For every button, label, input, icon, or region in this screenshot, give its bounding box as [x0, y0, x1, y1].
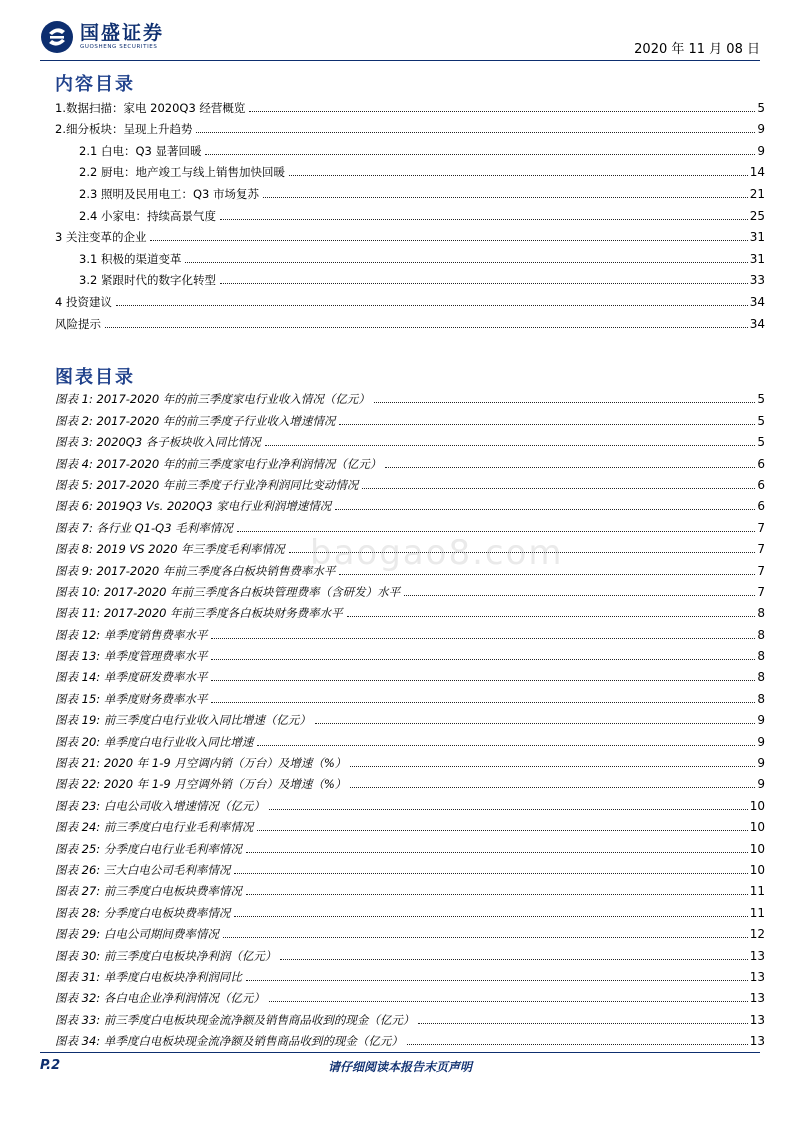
figure-entry[interactable] [55, 984, 765, 1005]
figure-entry-label: 图表 2: 2017-2020 年的前三季度子行业收入增速情况 [55, 413, 336, 428]
dot-leader [269, 809, 748, 810]
dot-leader [105, 327, 748, 328]
dot-leader [211, 702, 755, 703]
disclaimer-note: 请仔细阅读本报告末页声明 [327, 1060, 472, 1074]
figure-entry-label: 图表 27: 前三季度白电板块费率情况 [55, 884, 242, 899]
footer-divider [40, 1052, 760, 1053]
figure-entry-page: 11 [749, 884, 765, 899]
figure-entry-page: 9 [757, 713, 765, 728]
figure-entry[interactable] [55, 663, 765, 684]
guosheng-logo-icon [40, 20, 74, 54]
figure-entry-label: 图表 10: 2017-2020 年前三季度各白板块管理费率（含研发）水平 [55, 584, 401, 599]
dot-leader [246, 852, 748, 853]
dot-leader [246, 980, 748, 981]
dot-leader [374, 402, 756, 403]
figure-entry-label: 图表 23: 白电公司收入增速情况（亿元） [55, 798, 265, 813]
dot-leader [339, 574, 755, 575]
watermark: baogao8.com [310, 533, 564, 573]
figure-entry-page: 8 [757, 691, 765, 706]
figure-entry-label: 图表 28: 分季度白电板块费率情况 [55, 905, 231, 920]
figure-entry[interactable] [55, 471, 765, 492]
figure-entry-label: 图表 13: 单季度管理费率水平 [55, 649, 208, 664]
dot-leader [265, 445, 756, 446]
figure-entry[interactable] [55, 749, 765, 770]
figure-entry-label: 图表 21: 2020 年 1-9 月空调内销（万台）及增速（%） [55, 756, 347, 771]
figure-entry[interactable] [55, 727, 765, 748]
figure-entry-page: 8 [757, 627, 765, 642]
dot-leader [350, 787, 755, 788]
figures-list [55, 385, 765, 1048]
toc-entry-page: 34 [749, 294, 765, 309]
dot-leader [407, 1044, 748, 1045]
figure-entry-page: 6 [757, 499, 765, 514]
figure-entry-page: 9 [757, 777, 765, 792]
dot-leader [249, 111, 755, 112]
figure-entry-page: 6 [757, 477, 765, 492]
figure-entry-label: 图表 32: 各白电企业净利润情况（亿元） [55, 991, 265, 1006]
figure-entry-label: 图表 8: 2019 VS 2020 年三季度毛利率情况 [55, 542, 285, 557]
figure-entry-label: 图表 7: 各行业 Q1-Q3 毛利率情况 [55, 520, 233, 535]
toc-entry[interactable] [55, 266, 765, 288]
figure-entry-page: 8 [757, 670, 765, 685]
dot-leader [335, 509, 755, 510]
figure-entry-page: 10 [749, 798, 765, 813]
figure-entry[interactable] [55, 706, 765, 727]
figure-entry-page: 13 [749, 969, 765, 984]
dot-leader [404, 595, 755, 596]
dot-leader [339, 424, 755, 425]
toc-entry-label: 3 关注变革的企业 [55, 230, 147, 245]
toc-entry-page: 5 [757, 100, 765, 115]
logo-chinese-name: 国盛证券 [80, 22, 165, 44]
dot-leader [220, 283, 748, 284]
figure-entry-page: 8 [757, 606, 765, 621]
figure-entry[interactable] [55, 791, 765, 812]
header-divider [40, 60, 760, 61]
toc-entry-label: 2.4 小家电：持续高景气度 [79, 208, 216, 223]
figure-entry[interactable] [55, 1027, 765, 1048]
figure-entry-page: 9 [757, 756, 765, 771]
dot-leader [418, 1023, 747, 1024]
figure-entry-label: 图表 4: 2017-2020 年的前三季度家电行业净利润情况（亿元） [55, 456, 382, 471]
dot-leader [223, 937, 748, 938]
dot-leader [257, 830, 747, 831]
figure-entry-page: 13 [749, 948, 765, 963]
toc-entry-label: 3.2 紧跟时代的数字化转型 [79, 273, 216, 288]
dot-leader [116, 305, 748, 306]
dot-leader [237, 531, 756, 532]
figure-entry[interactable] [55, 920, 765, 941]
toc-entry[interactable] [55, 136, 765, 158]
figure-entry-page: 9 [757, 734, 765, 749]
figure-entry-label: 图表 9: 2017-2020 年前三季度各白板块销售费率水平 [55, 563, 336, 578]
figure-entry-label: 图表 29: 白电公司期间费率情况 [55, 927, 219, 942]
figure-entry[interactable] [55, 642, 765, 663]
dot-leader [280, 959, 747, 960]
figure-entry-label: 图表 6: 2019Q3 Vs. 2020Q3 家电行业利润增速情况 [55, 499, 332, 514]
dot-leader [347, 616, 756, 617]
toc-entry-label: 3.1 积极的渠道变革 [79, 251, 182, 266]
toc-list [55, 93, 765, 331]
toc-entry-label: 2.1 白电：Q3 显著回暖 [79, 143, 202, 158]
dot-leader [257, 745, 755, 746]
figure-entry-label: 图表 15: 单季度财务费率水平 [55, 691, 208, 706]
figure-entry-page: 10 [749, 841, 765, 856]
figure-entry-page: 7 [757, 584, 765, 599]
figure-entry-label: 图表 19: 前三季度白电行业收入同比增速（亿元） [55, 713, 311, 728]
figure-entry-page: 10 [749, 862, 765, 877]
dot-leader [350, 766, 755, 767]
toc-entry-label: 2.细分板块：呈现上升趋势 [55, 122, 193, 137]
figure-entry-page: 5 [757, 392, 765, 407]
toc-entry[interactable] [55, 223, 765, 245]
figure-entry[interactable] [55, 963, 765, 984]
figure-entry-page: 8 [757, 649, 765, 664]
figure-entry-page: 5 [757, 435, 765, 450]
toc-entry-page: 31 [749, 251, 765, 266]
figure-entry[interactable] [55, 406, 765, 427]
toc-entry[interactable] [55, 201, 765, 223]
dot-leader [234, 873, 747, 874]
figure-entry[interactable] [55, 856, 765, 877]
figure-entry[interactable] [55, 578, 765, 599]
figure-entry[interactable] [55, 620, 765, 641]
figure-entry[interactable] [55, 492, 765, 513]
toc-entry[interactable] [55, 244, 765, 266]
dot-leader [211, 638, 755, 639]
figure-entry[interactable] [55, 1005, 765, 1026]
figure-entry-label: 图表 26: 三大白电公司毛利率情况 [55, 862, 231, 877]
dot-leader [196, 132, 755, 133]
figure-entry-label: 图表 1: 2017-2020 年的前三季度家电行业收入情况（亿元） [55, 392, 370, 407]
dot-leader [289, 175, 748, 176]
figure-entry[interactable] [55, 428, 765, 449]
figure-entry-label: 图表 31: 单季度白电板块净利润同比 [55, 969, 242, 984]
figure-entry[interactable] [55, 877, 765, 898]
toc-entry-page: 21 [749, 186, 765, 201]
figure-entry-label: 图表 3: 2020Q3 各子板块收入同比情况 [55, 435, 261, 450]
figure-entry[interactable] [55, 813, 765, 834]
figure-entry-page: 13 [749, 1034, 765, 1049]
toc-entry[interactable] [55, 158, 765, 180]
dot-leader [205, 154, 755, 155]
dot-leader [234, 916, 747, 917]
dot-leader [185, 262, 747, 263]
figures-title: 图表目录 [55, 367, 135, 388]
figure-entry-page: 13 [749, 991, 765, 1006]
toc-title: 内容目录 [55, 74, 135, 95]
figure-entry-label: 图表 5: 2017-2020 年前三季度子行业净利润同比变动情况 [55, 477, 359, 492]
toc-entry-page: 34 [749, 316, 765, 331]
dot-leader [150, 240, 747, 241]
figure-entry-page: 11 [749, 905, 765, 920]
figure-entry-label: 图表 14: 单季度研发费率水平 [55, 670, 208, 685]
figure-entry-label: 图表 20: 单季度白电行业收入同比增速 [55, 734, 254, 749]
dot-leader [263, 197, 748, 198]
logo-english-name: GUOSHENG SECURITIES [80, 44, 158, 50]
figure-entry-page: 7 [757, 542, 765, 557]
figure-entry-page: 12 [749, 927, 765, 942]
toc-entry-label: 4 投资建议 [55, 294, 112, 309]
dot-leader [269, 1001, 748, 1002]
toc-entry-page: 33 [749, 273, 765, 288]
figure-entry-label: 图表 22: 2020 年 1-9 月空调外销（万台）及增速（%） [55, 777, 347, 792]
figure-entry-label: 图表 30: 前三季度白电板块净利润（亿元） [55, 948, 277, 963]
page-header [40, 20, 760, 60]
toc-entry-label: 风险提示 [55, 316, 101, 331]
report-date: 2020 年 11 月 08 日 [634, 42, 760, 57]
figure-entry[interactable] [55, 599, 765, 620]
dot-leader [220, 219, 748, 220]
toc-entry-label: 2.2 厨电：地产竣工与线上销售加快回暖 [79, 165, 285, 180]
toc-entry-label: 1.数据扫描：家电 2020Q3 经营概览 [55, 100, 246, 115]
company-logo [40, 20, 164, 54]
figure-entry-label: 图表 33: 前三季度白电板块现金流净额及销售商品收到的现金（亿元） [55, 1012, 415, 1027]
figure-entry-page: 7 [757, 520, 765, 535]
figure-entry[interactable] [55, 898, 765, 919]
toc-entry[interactable] [55, 287, 765, 309]
dot-leader [246, 894, 748, 895]
figure-entry-label: 图表 34: 单季度白电板块现金流净额及销售商品收到的现金（亿元） [55, 1034, 403, 1049]
dot-leader [315, 723, 756, 724]
figure-entry[interactable] [55, 684, 765, 705]
dot-leader [385, 467, 755, 468]
toc-entry-page: 14 [749, 165, 765, 180]
toc-entry[interactable] [55, 179, 765, 201]
dot-leader [211, 680, 755, 681]
figure-entry-label: 图表 24: 前三季度白电行业毛利率情况 [55, 820, 254, 835]
toc-entry-page: 25 [749, 208, 765, 223]
dot-leader [362, 488, 755, 489]
figure-entry[interactable] [55, 770, 765, 791]
figure-entry[interactable] [55, 385, 765, 406]
toc-entry[interactable] [55, 93, 765, 115]
figure-entry-page: 7 [757, 563, 765, 578]
figure-entry[interactable] [55, 834, 765, 855]
figure-entry[interactable] [55, 449, 765, 470]
figure-entry[interactable] [55, 513, 765, 534]
figure-entry-label: 图表 12: 单季度销售费率水平 [55, 627, 208, 642]
toc-entry-page: 9 [757, 143, 765, 158]
toc-entry[interactable] [55, 115, 765, 137]
page-number: P.2 [40, 1058, 61, 1073]
toc-entry-page: 9 [757, 122, 765, 137]
figure-entry-page: 5 [757, 413, 765, 428]
toc-entry[interactable] [55, 309, 765, 331]
figure-entry-label: 图表 25: 分季度白电行业毛利率情况 [55, 841, 242, 856]
figure-entry-page: 6 [757, 456, 765, 471]
figure-entry-label: 图表 11: 2017-2020 年前三季度各白板块财务费率水平 [55, 606, 343, 621]
dot-leader [211, 659, 755, 660]
toc-entry-label: 2.3 照明及民用电工：Q3 市场复苏 [79, 186, 259, 201]
figure-entry[interactable] [55, 941, 765, 962]
figure-entry-page: 13 [749, 1012, 765, 1027]
figure-entry-page: 10 [749, 820, 765, 835]
toc-entry-page: 31 [749, 230, 765, 245]
